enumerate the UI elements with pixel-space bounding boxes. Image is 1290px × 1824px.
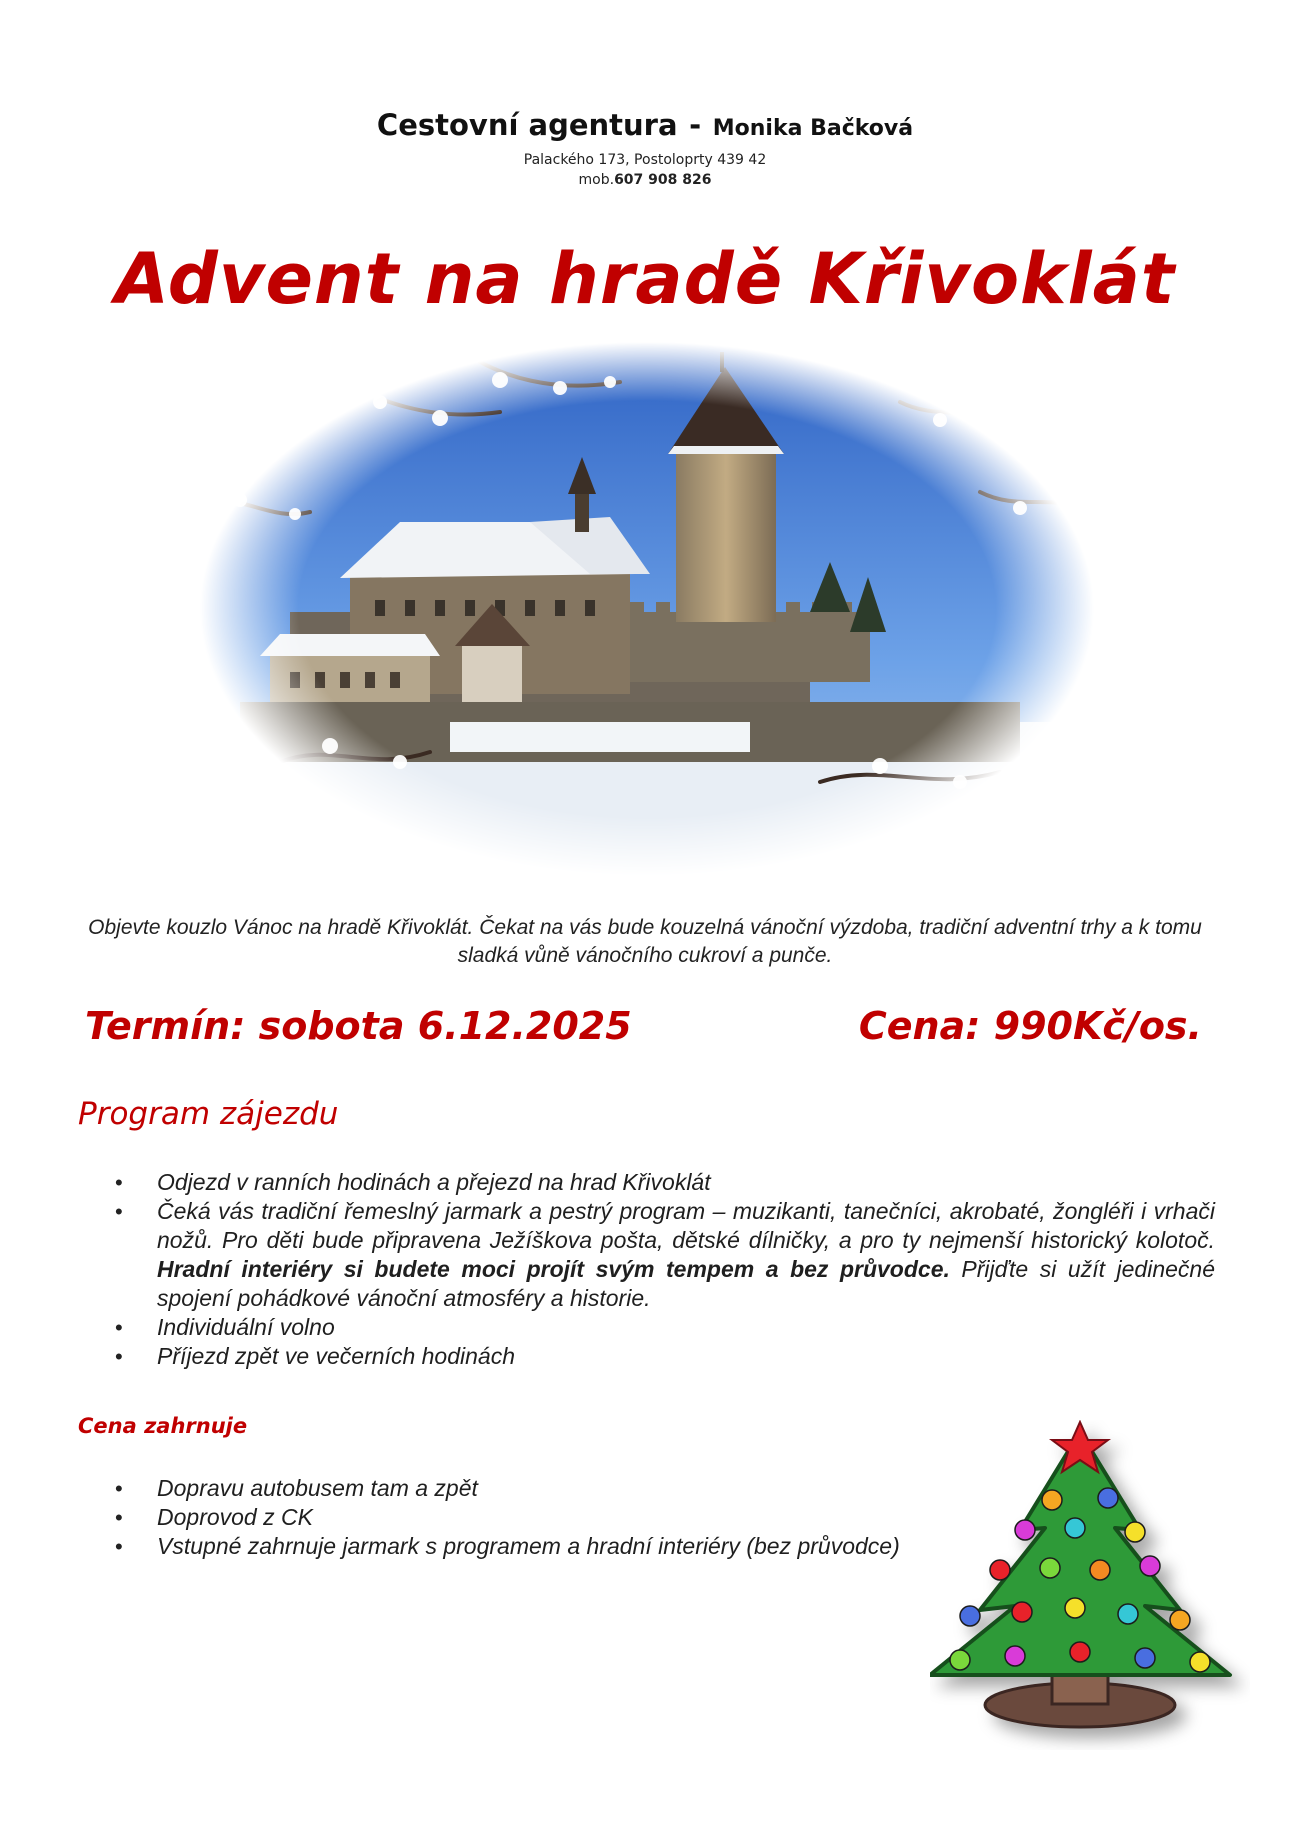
included-heading: Cena zahrnuje: [78, 1414, 248, 1438]
list-item: [115, 1197, 1215, 1313]
trip-date: Termín: sobota 6.12.2025: [85, 1004, 632, 1048]
agency-owner: Monika Bačková: [712, 116, 914, 141]
agency-header: [0, 108, 1290, 188]
included-item-bus: Dopravu autobusem tam a zpět: [157, 1475, 478, 1501]
program-item-free-time: Individuální volno: [157, 1314, 335, 1340]
list-item: [115, 1342, 1215, 1371]
program-item-fair-end: Přijďte si užít jedinečné spojení pohádkové vánoční atmosféry a historie.: [157, 1256, 1215, 1311]
trip-price: Cena: 990Kč/os.: [858, 1004, 1202, 1048]
program-item-departure: Odjezd v ranních hodinách a přejezd na hrad Křivoklát: [157, 1169, 711, 1195]
agency-line: [0, 108, 1290, 142]
program-item-fair-bold: Hradní interiéry si budete moci projít svým tempem a bez průvodce.: [157, 1256, 950, 1282]
list-item: [115, 1168, 1215, 1197]
included-item-entry: Vstupné zahrnuje jarmark s programem a hradní interiéry (bez průvodce): [157, 1533, 900, 1559]
list-item: [115, 1313, 1215, 1342]
list-item: [115, 1503, 1015, 1532]
list-item: [115, 1532, 1015, 1561]
intro-text: Objevte kouzlo Vánoc na hradě Křivoklát. Čekat na vás bude kouzelná vánoční výzdoba, tradiční adventní trhy a k tomu sladká vůně vánočního cukroví a punče.: [88, 916, 1202, 967]
program-item-return: Příjezd zpět ve večerních hodinách: [157, 1343, 515, 1369]
page-title: Advent na hradě Křivoklát: [114, 238, 1176, 320]
phone-number: 607 908 826: [614, 172, 712, 188]
list-item: [115, 1474, 1015, 1503]
christmas-tree-icon: [930, 1420, 1250, 1750]
castle-winter-photo: [200, 342, 1095, 877]
agency-phone: [0, 172, 1290, 188]
included-list: [115, 1474, 1015, 1561]
included-item-guide: Doprovod z CK: [157, 1504, 313, 1530]
phone-prefix: mob.: [578, 172, 615, 188]
agency-dash: -: [689, 108, 702, 142]
program-item-fair: Čeká vás tradiční řemeslný jarmark a pestrý program – muzikanti, tanečníci, akrobaté, žongléři i vrhači nožů. Pro děti bude připravena Ježíškova pošta, dětské dílničky, a pro ty nejmenší historický kolotoč.: [157, 1198, 1215, 1253]
program-list: [115, 1168, 1215, 1371]
program-heading: Program zájezdu: [78, 1096, 339, 1132]
agency-name: Cestovní agentura: [376, 108, 678, 142]
agency-address: Palackého 173, Postoloprty 439 42: [523, 152, 767, 168]
